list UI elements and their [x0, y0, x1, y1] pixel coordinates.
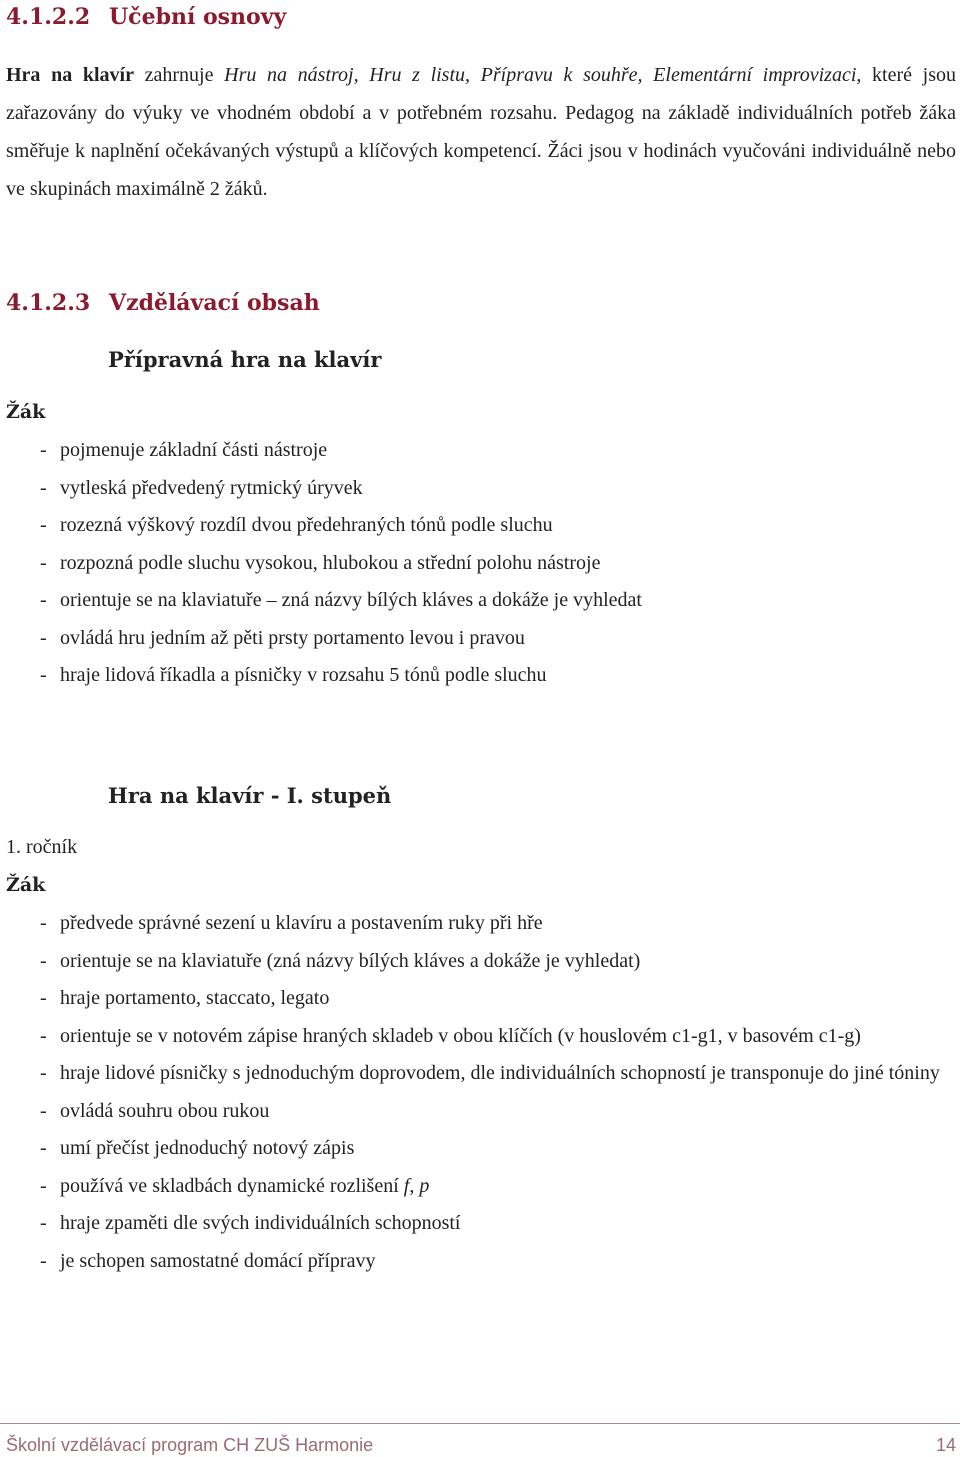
dynamics-f: f	[403, 1174, 410, 1197]
footer-text: Školní vzdělávací program CH ZUŠ Harmonie	[6, 1435, 374, 1455]
section-title: Učební osnovy	[109, 4, 287, 30]
list-item: - ovládá hru jedním až pěti prsty portamento levou i pravou	[0, 620, 960, 658]
prep-outcomes-list	[0, 432, 960, 695]
section-heading-4-1-2-2	[6, 4, 286, 30]
page-number: 14	[935, 1435, 956, 1455]
dynamics-p: p	[419, 1174, 430, 1197]
intro-subjects: Hru na nástroj, Hru z listu, Přípravu k souhře, Elementární improvizaci,	[224, 64, 862, 86]
intro-paragraph	[6, 56, 956, 208]
dynamics-separator: ,	[409, 1174, 420, 1197]
list-item: - rozezná výškový rozdíl dvou předehraných tónů podle sluchu	[0, 507, 960, 545]
list-item-dynamics	[0, 1168, 960, 1206]
section-heading-4-1-2-3	[6, 290, 320, 316]
page-footer	[0, 1423, 960, 1455]
list-item: - orientuje se na klaviatuře – zná názvy bílých kláves a dokáže je vyhledat	[0, 582, 960, 620]
section-title: Vzdělávací obsah	[109, 290, 320, 316]
year-label: 1. ročník	[6, 836, 78, 858]
list-item: - hraje lidová říkadla a písničky v rozsahu 5 tónů podle sluchu	[0, 657, 960, 695]
list-item: - hraje lidové písničky s jednoduchým doprovodem, dle individuálních schopností je transponuje do jiné tóniny	[0, 1055, 960, 1093]
intro-text-rest: které jsou zařazovány do výuky ve vhodném období a v potřebném rozsahu. Pedagog na základě individuálních potřeb žáka směřuje k naplnění očekávaných výstupů a klíčových kompetencí. Žáci jsou v hodinách vyučováni individuálně nebo ve skupinách maximálně 2 žáků.	[6, 64, 957, 200]
list-item: - ovládá souhru obou rukou	[0, 1093, 960, 1131]
list-item: - orientuje se na klaviatuře (zná názvy bílých kláves a dokáže je vyhledat)	[0, 943, 960, 981]
section-number: 4.1.2.2	[6, 4, 91, 30]
stage1-heading: Hra na klavír - I. stupeň	[108, 783, 392, 808]
list-item: - hraje portamento, staccato, legato	[0, 980, 960, 1018]
student-label: Žák	[6, 874, 46, 896]
intro-text: zahrnuje	[133, 64, 225, 86]
dynamics-text: používá ve skladbách dynamické rozlišení	[60, 1174, 404, 1197]
list-item: - je schopen samostatné domácí přípravy	[0, 1243, 960, 1281]
list-item: - rozpozná podle sluchu vysokou, hlubokou a střední polohu nástroje	[0, 545, 960, 583]
list-item: - pojmenuje základní části nástroje	[0, 432, 960, 470]
list-item: - vytleská předvedený rytmický úryvek	[0, 470, 960, 508]
section-number: 4.1.2.3	[6, 290, 91, 316]
list-item: - předvede správné sezení u klavíru a postavením ruky při hře	[0, 905, 960, 943]
student-label: Žák	[6, 401, 46, 423]
intro-lead: Hra na klavír	[6, 64, 134, 86]
list-item: - orientuje se v notovém zápise hraných skladeb v obou klíčích (v houslovém c1-g1, v basovém c1-g)	[0, 1018, 960, 1056]
list-item: - hraje zpaměti dle svých individuálních schopností	[0, 1205, 960, 1243]
prep-heading: Přípravná hra na klavír	[108, 347, 382, 372]
stage1-outcomes-list	[0, 905, 960, 1280]
list-item: - umí přečíst jednoduchý notový zápis	[0, 1130, 960, 1168]
